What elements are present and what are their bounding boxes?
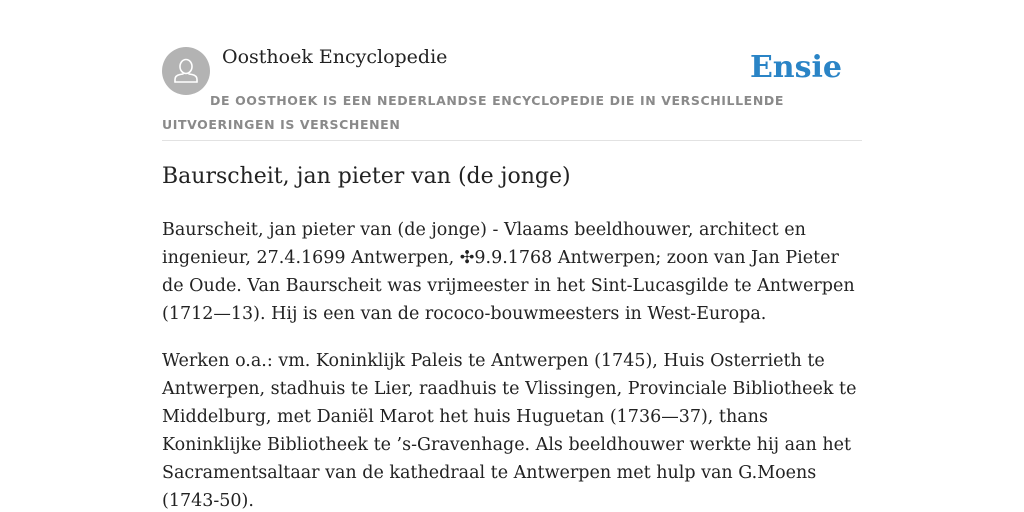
article-paragraph: Baurscheit, jan pieter van (de jonge) - Vlaams beeldhouwer, architect en ingenieur, 27.4.1699 Antwerpen, ✣9.9.1768 Antwerpen; zoon van Jan Pieter de Oude. Van Baurscheit was vrijmeester in het Sint-Lucasgilde te Antwerpen (1712—13). Hij is een van de rococo-bouwmeesters in West-Europa. <box>162 220 855 324</box>
ensie-logo-link[interactable]: Ensie <box>749 50 842 85</box>
article-paragraph: Werken o.a.: vm. Koninklijk Paleis te Antwerpen (1745), Huis Osterrieth te Antwerpen, stadhuis te Lier, raadhuis te Vlissingen, Provinciale Bibliotheek te Middelburg, met Daniël Marot het huis Huguetan (1736—37), thans Koninklijke Bibliotheek te ’s-Gravenhage. Als beeldhouwer werkte hij aan het Sacramentsaltaar van de kathedraal te Antwerpen met hulp van G.Moens (1743-50). <box>162 351 857 511</box>
page-container <box>162 0 862 511</box>
user-silhouette-icon[interactable] <box>162 47 210 95</box>
site-header <box>162 0 862 141</box>
article-title: Baurscheit, jan pieter van (de jonge) <box>162 164 571 189</box>
site-tagline: DE OOSTHOEK IS EEN NEDERLANDSE ENCYCLOPEDIE DIE IN VERSCHILLENDE UITVOERINGEN IS VERSCHENEN <box>162 93 784 132</box>
site-name[interactable]: Oosthoek Encyclopedie <box>222 46 448 68</box>
article-body <box>162 216 862 512</box>
